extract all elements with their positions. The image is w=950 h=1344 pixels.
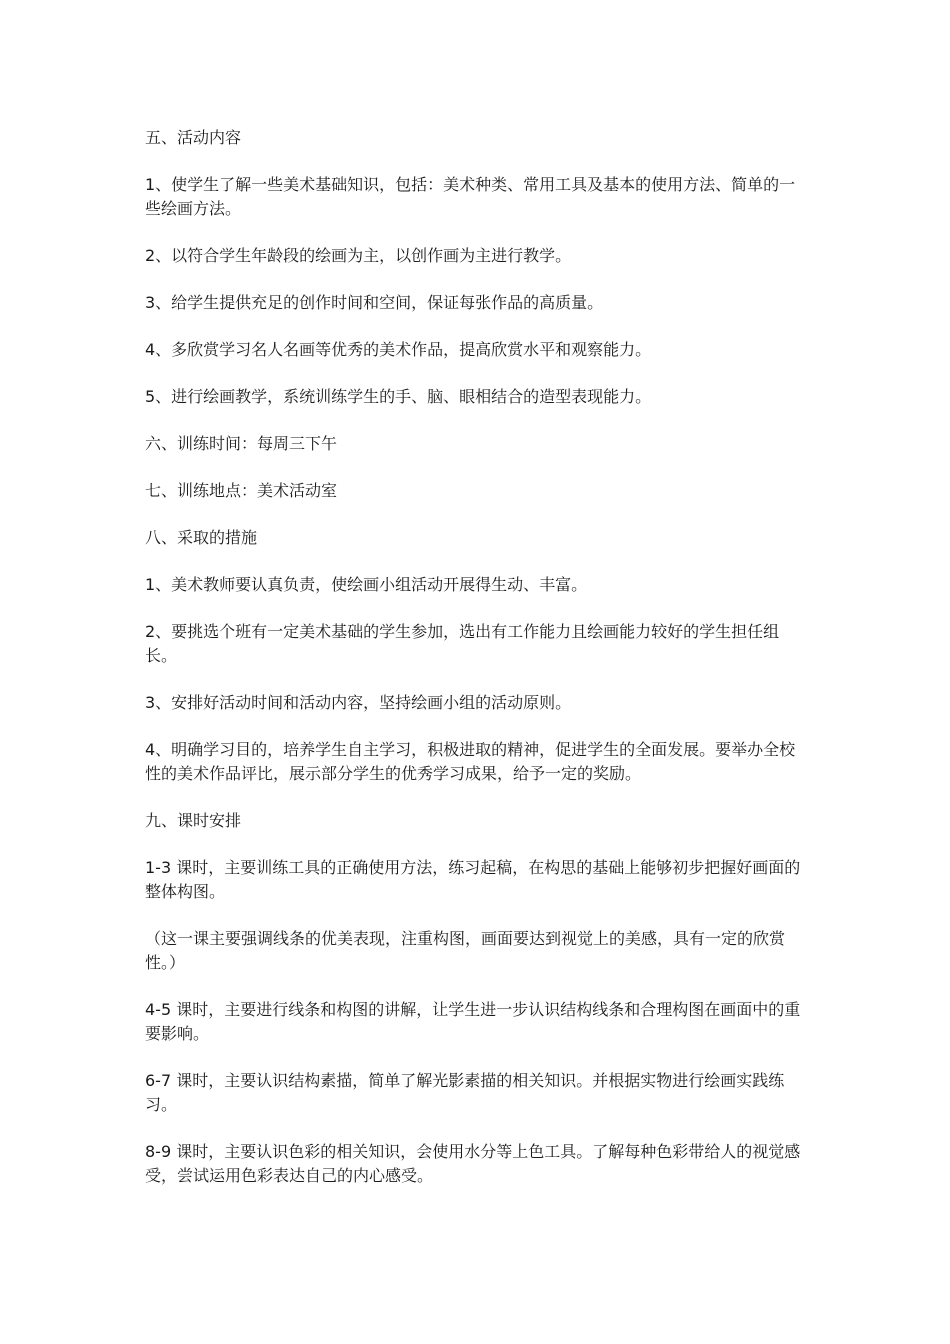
section-heading-training-location: 七、训练地点：美术活动室 <box>145 481 338 500</box>
lesson-item-1-3: 1-3 课时，主要训练工具的正确使用方法，练习起稿，在构思的基础上能够初步把握好画面的整体构图。 <box>145 858 801 901</box>
section-heading-activity-content: 五、活动内容 <box>145 128 242 147</box>
activity-item-5: 5、进行绘画教学，系统训练学生的手、脑、眼相结合的造型表现能力。 <box>145 387 652 406</box>
section-heading-training-time: 六、训练时间：每周三下午 <box>145 434 338 453</box>
measure-item-2: 2、要挑选个班有一定美术基础的学生参加，选出有工作能力且绘画能力较好的学生担任组长。 <box>145 622 780 665</box>
section-heading-measures: 八、采取的措施 <box>145 528 258 547</box>
lesson-note: （这一课主要强调线条的优美表现，注重构图，画面要达到视觉上的美感，具有一定的欣赏性。） <box>145 929 786 972</box>
section-heading-lesson-schedule: 九、课时安排 <box>145 811 242 830</box>
document-body <box>145 126 810 1211</box>
measure-item-1: 1、美术教师要认真负责，使绘画小组活动开展得生动、丰富。 <box>145 575 588 594</box>
measure-item-3: 3、安排好活动时间和活动内容，坚持绘画小组的活动原则。 <box>145 693 572 712</box>
activity-item-2: 2、以符合学生年龄段的绘画为主，以创作画为主进行教学。 <box>145 246 572 265</box>
activity-item-1: 1、使学生了解一些美术基础知识，包括：美术种类、常用工具及基本的使用方法、简单的一些绘画方法。 <box>145 175 796 218</box>
activity-item-3: 3、给学生提供充足的创作时间和空间，保证每张作品的高质量。 <box>145 293 604 312</box>
lesson-item-8-9: 8-9 课时，主要认识色彩的相关知识，会使用水分等上色工具。了解每种色彩带给人的视觉感受，尝试运用色彩表达自己的内心感受。 <box>145 1142 801 1185</box>
activity-item-4: 4、多欣赏学习名人名画等优秀的美术作品，提高欣赏水平和观察能力。 <box>145 340 652 359</box>
lesson-item-4-5: 4-5 课时，主要进行线条和构图的讲解，让学生进一步认识结构线条和合理构图在画面中的重要影响。 <box>145 1000 801 1043</box>
measure-item-4: 4、明确学习目的，培养学生自主学习，积极进取的精神，促进学生的全面发展。要举办全校性的美术作品评比，展示部分学生的优秀学习成果，给予一定的奖励。 <box>145 740 796 783</box>
lesson-item-6-7: 6-7 课时，主要认识结构素描，简单了解光影素描的相关知识。并根据实物进行绘画实践练习。 <box>145 1071 785 1114</box>
